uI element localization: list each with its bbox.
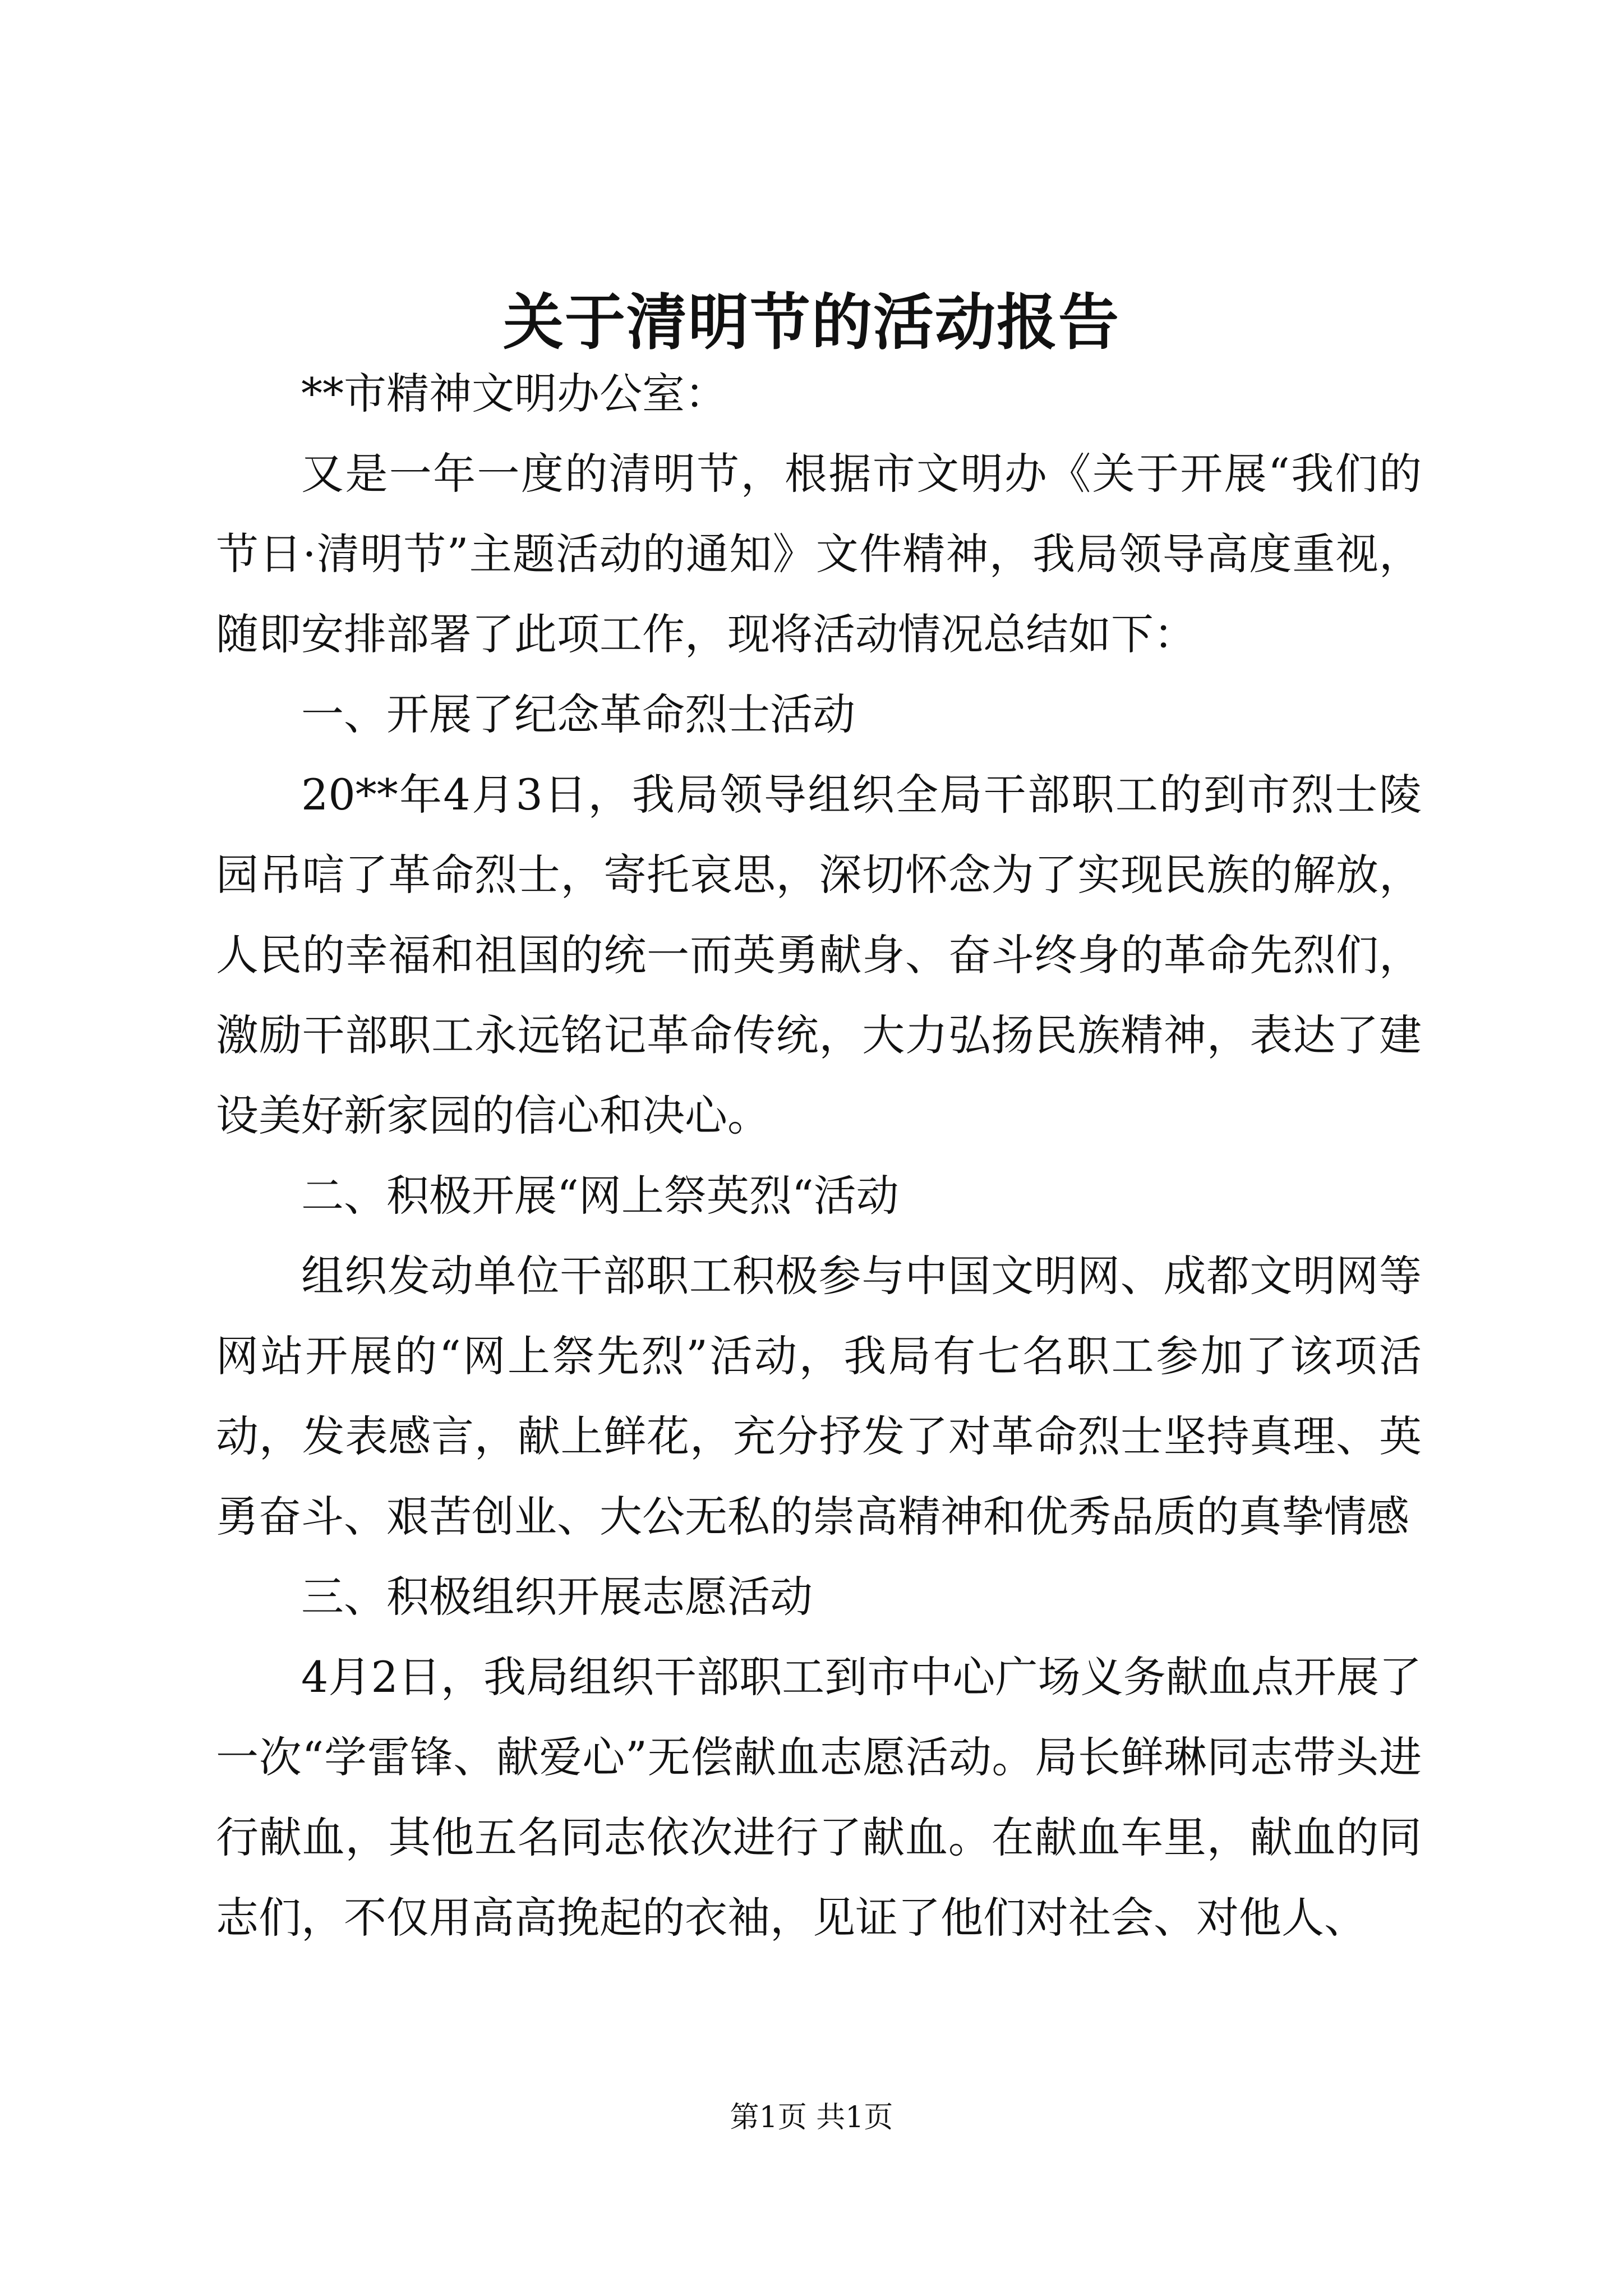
salutation: **市精神文明办公室： — [301, 369, 727, 418]
section-heading-3: 三、积极组织开展志愿活动 — [301, 1572, 813, 1622]
paragraph-section-2: 组织发动单位干部职工积极参与中国文明网、成都文明网等网站开展的“网上祭先烈”活动，我局有七名职工参加了该项活动，发表感言，献上鲜花，充分抒发了对革命烈士坚持真理、英勇奋斗、艰苦创业、大公无私的崇高精神和优秀品质的真挚情感 — [216, 1251, 1422, 1542]
paragraph-section-3: 4月2日，我局组织干部职工到市中心广场义务献血点开展了一次“学雷锋、献爱心”无偿献血志愿活动。局长鲜琳同志带头进行献血，其他五名同志依次进行了献血。在献血车里，献血的同志们，不仅用高高挽起的衣袖，见证了他们对社会、对他人、 — [216, 1652, 1422, 1943]
section-heading-2: 二、积极开展“网上祭英烈“活动 — [301, 1171, 899, 1221]
paragraph-intro: 又是一年一度的清明节，根据市文明办《关于开展“我们的节日·清明节”主题活动的通知》文件精神，我局领导高度重视，随即安排部署了此项工作，现将活动情况总结如下： — [216, 449, 1422, 659]
document-body — [216, 353, 1422, 1958]
paragraph-section-1: 20**年4月3日，我局领导组织全局干部职工的到市烈士陵园吊唁了革命烈士，寄托哀思，深切怀念为了实现民族的解放，人民的幸福和祖国的统一而英勇献身、奋斗终身的革命先烈们，激励干部职工永远铭记革命传统，大力弘扬民族精神，表达了建设美好新家园的信心和决心。 — [216, 770, 1422, 1140]
page-footer: 第1页 共1页 — [730, 2101, 893, 2134]
section-heading-1: 一、开展了纪念革命烈士活动 — [301, 689, 855, 739]
document-title: 关于清明节的活动报告 — [502, 287, 1120, 358]
